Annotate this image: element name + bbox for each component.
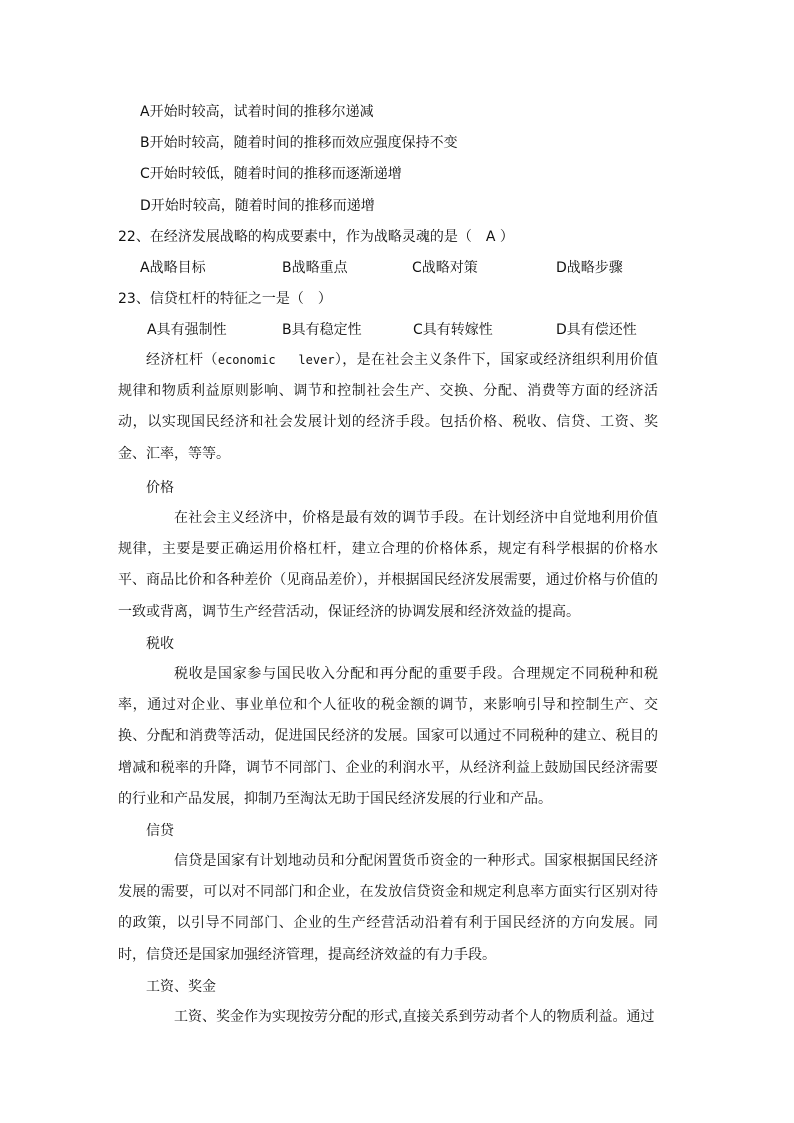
section-heading-price: 价格 (146, 480, 174, 496)
section-body-credit: 信贷是国家有计划地动员和分配闲置货币资金的一种形式。国家根据国民经济发展的需要，可以对不同部门和企业，在发放信贷资金和规定利息率方面实行区别对待的政策，以引导不同部门、企业的生产经营活动沿着有利于国民经济的方向发展。同时，信贷还是国家加强经济管理，提高经济效益的有力手段。 (118, 853, 658, 963)
q23-option-c: C具有转嫁性 (413, 322, 493, 338)
q23-option-a: A具有强制性 (147, 322, 227, 338)
q22-option-d: D战略步骤 (556, 260, 623, 276)
q23-stem: 23、信贷杠杆的特征之一是（ ） (118, 291, 332, 307)
intro-term: economic lever (217, 353, 335, 367)
section-body-price: 在社会主义经济中，价格是最有效的调节手段。在计划经济中自觉地利用价值规律，主要是要正确运用价格杠杆，建立合理的价格体系，规定有科学根据的价格水平、商品比价和各种差价（见商品差价），并根据国民经济发展需要，通过价格与价值的一致或背离，调节生产经营活动，保证经济的协调发展和经济效益的提高。 (118, 510, 658, 620)
q21-option-b: B开始时较高，随着时间的推移而效应强度保持不变 (140, 135, 458, 151)
q23-option-b: B具有稳定性 (282, 322, 362, 338)
q22-option-c: C战略对策 (412, 260, 478, 276)
section-heading-tax: 税收 (146, 636, 174, 652)
q21-option-c: C开始时较低，随着时间的推移而逐渐递增 (140, 166, 402, 182)
q21-option-a: A开始时较高，试着时间的推移尔递减 (140, 104, 374, 120)
intro-paragraph (118, 345, 658, 470)
section-heading-wages: 工资、奖金 (146, 979, 216, 995)
intro-rest: ），是在社会主义条件下，国家或经济组织利用价值规律和物质利益原则影响、调节和控制社会生产、交换、分配、消费等方面的经济活动，以实现国民经济和社会发展计划的经济手段。包括价格、税收、信贷、工资、奖金、汇率，等等。 (118, 352, 659, 462)
intro-lead: 经济杠杆（ (146, 352, 218, 368)
section-body-wages: 工资、奖金作为实现按劳分配的形式,直接关系到劳动者个人的物质利益。通过 (174, 1009, 655, 1025)
q22-option-b: B战略重点 (282, 260, 348, 276)
section-body-tax: 税收是国家参与国民收入分配和再分配的重要手段。合理规定不同税种和税率，通过对企业、事业单位和个人征收的税金额的调节，来影响引导和控制生产、交换、分配和消费等活动，促进国民经济的发展。国家可以通过不同税种的建立、税目的增减和税率的升降，调节不同部门、企业的利润水平，从经济利益上鼓励国民经济需要的行业和产品发展，抑制乃至淘汰无助于国民经济发展的行业和产品。 (118, 666, 658, 807)
q22-stem: 22、在经济发展战略的构成要素中，作为战略灵魂的是（ A ） (118, 229, 514, 245)
section-heading-credit: 信贷 (146, 823, 174, 839)
q23-option-d: D具有偿还性 (556, 322, 637, 338)
q21-option-d: D开始时较高，随着时间的推移而递增 (140, 198, 375, 214)
q22-option-a: A战略目标 (140, 260, 206, 276)
